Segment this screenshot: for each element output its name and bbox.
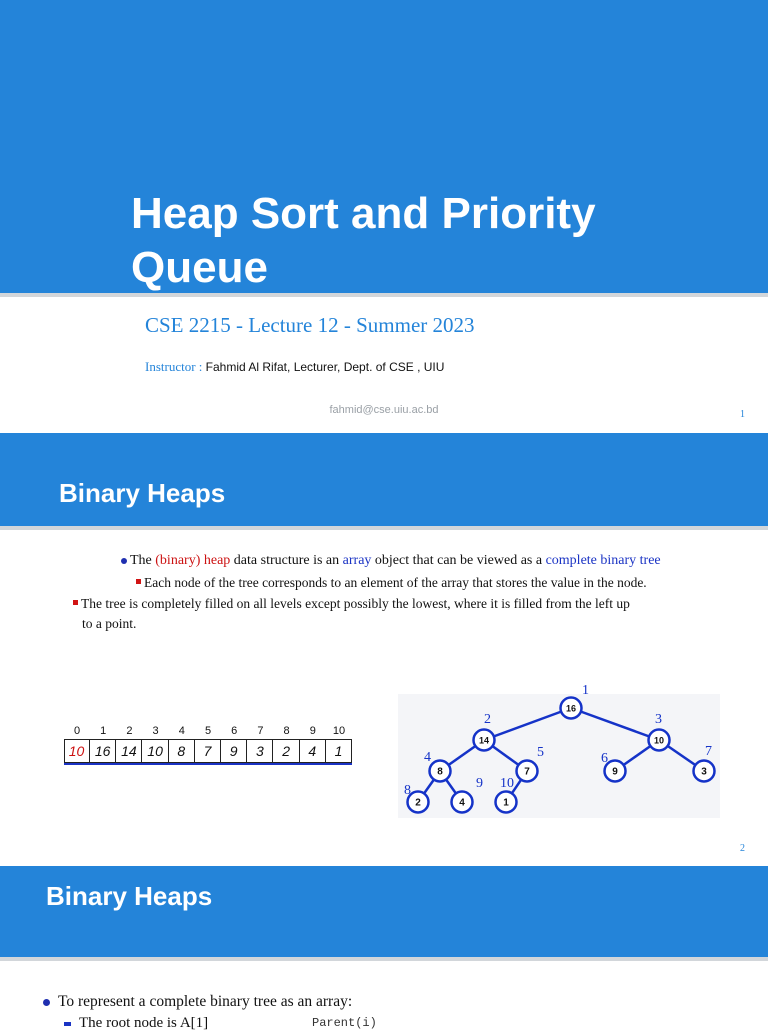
tree-node-index-label: 10 bbox=[500, 776, 514, 791]
slide1-instructor bbox=[145, 359, 444, 375]
tree-node-index-label: 4 bbox=[424, 750, 431, 765]
tree-node-index-label: 5 bbox=[537, 745, 544, 760]
array-cell: 1 bbox=[326, 739, 352, 763]
slide1-title-line2: Queue bbox=[131, 243, 268, 292]
array-index-label: 8 bbox=[283, 725, 290, 737]
tree-node-value: 1 bbox=[503, 797, 509, 809]
heap-tree-figure bbox=[396, 676, 726, 821]
tree-node-value: 10 bbox=[653, 735, 665, 746]
array-index-label: 1 bbox=[100, 725, 107, 737]
array-cell: 4 bbox=[300, 739, 326, 763]
bullet1-text-mid: data structure is an bbox=[230, 553, 343, 568]
tree-node-index-label: 1 bbox=[582, 683, 589, 698]
bullet-dot-icon bbox=[121, 558, 127, 564]
slide2-page-number: 2 bbox=[740, 843, 745, 854]
tree-node-value: 8 bbox=[437, 766, 443, 778]
slide3-divider bbox=[0, 957, 768, 961]
bullet3-text-line1: The tree is completely filled on all levels except possibly the lowest, where it is filled from the left up bbox=[81, 596, 630, 611]
array-cell: 14 bbox=[116, 739, 142, 763]
array-index-label: 3 bbox=[152, 725, 159, 737]
array-cell: 10 bbox=[64, 739, 90, 763]
array-index-label: 0 bbox=[73, 725, 81, 737]
slide2-bullet2 bbox=[136, 573, 647, 593]
array-index-label: 5 bbox=[204, 725, 212, 737]
tree-node-value: 4 bbox=[459, 797, 465, 809]
slide3-sub-bullet-text: The root node is A[1] bbox=[79, 1015, 209, 1031]
array-index-label: 10 bbox=[332, 725, 346, 737]
tree-node-value: 7 bbox=[524, 766, 530, 778]
array-cell: 8 bbox=[169, 739, 195, 763]
slide1-title bbox=[131, 187, 751, 295]
array-cell: 9 bbox=[221, 739, 247, 763]
array-cell: 3 bbox=[247, 739, 273, 763]
instructor-name: Fahmid Al Rifat, Lecturer, Dept. of CSE , UIU bbox=[205, 360, 445, 374]
square-bullet-icon bbox=[73, 600, 78, 605]
slide3-title: Binary Heaps bbox=[46, 881, 213, 911]
array-cell: 2 bbox=[274, 739, 300, 763]
slide2-bullet3 bbox=[73, 594, 630, 614]
tree-node-value: 3 bbox=[701, 766, 707, 778]
array-index-label: 4 bbox=[178, 725, 185, 737]
slide2-title: Binary Heaps bbox=[59, 478, 226, 508]
bullet1-text-post: object that can be viewed as a bbox=[371, 553, 546, 568]
slide1-subtitle: CSE 2215 - Lecture 12 - Summer 2023 bbox=[145, 313, 475, 337]
tree-node-value: 14 bbox=[478, 735, 490, 746]
slide2-divider bbox=[0, 526, 768, 530]
square-bullet-icon bbox=[136, 579, 141, 584]
tree-node-value: 16 bbox=[565, 703, 577, 714]
tree-node-index-label: 8 bbox=[404, 783, 411, 798]
array-underline bbox=[64, 763, 352, 765]
array-index-label: 7 bbox=[257, 725, 264, 737]
bullet1-text-complete-binary-tree: complete binary tree bbox=[545, 553, 661, 568]
array-cell: 16 bbox=[90, 739, 116, 763]
tree-node-index-label: 3 bbox=[655, 712, 662, 727]
slide1-footer-email: fahmid@cse.uiu.ac.bd bbox=[329, 404, 439, 416]
tree-node-value: 9 bbox=[612, 766, 618, 778]
bullet-dot-icon bbox=[43, 999, 50, 1006]
slide3-code: Parent(i) bbox=[312, 1016, 377, 1030]
tree-node-index-label: 7 bbox=[705, 744, 712, 759]
tree-node-index-label: 6 bbox=[601, 751, 608, 766]
slide3-bullet1 bbox=[43, 993, 352, 1011]
tree-node-index-label: 9 bbox=[476, 776, 483, 791]
instructor-label: Instructor : bbox=[145, 359, 203, 374]
array-cell: 10 bbox=[143, 739, 169, 763]
array-index-label: 9 bbox=[309, 725, 316, 737]
slide2-bullet1 bbox=[121, 551, 661, 571]
tree-node-value: 2 bbox=[415, 797, 421, 809]
slide2-bullet3-cont: to a point. bbox=[82, 616, 137, 631]
array-cell: 7 bbox=[195, 739, 221, 763]
bullet1-text-array: array bbox=[342, 553, 372, 568]
tree-node-index-label: 2 bbox=[484, 712, 491, 727]
bullet2-text: Each node of the tree corresponds to an element of the array that stores the value in the node. bbox=[144, 575, 647, 590]
slide3-bullet1-text: To represent a complete binary tree as an array: bbox=[58, 993, 353, 1010]
bullet1-text-binary-heap: (binary) heap bbox=[155, 553, 231, 568]
array-index-label: 2 bbox=[126, 725, 133, 737]
bullet1-text-pre: The bbox=[130, 553, 156, 568]
array-index-label: 6 bbox=[231, 725, 238, 737]
slide1-page-number: 1 bbox=[740, 409, 745, 420]
slide1-title-line1: Heap Sort and Priority bbox=[131, 189, 596, 238]
